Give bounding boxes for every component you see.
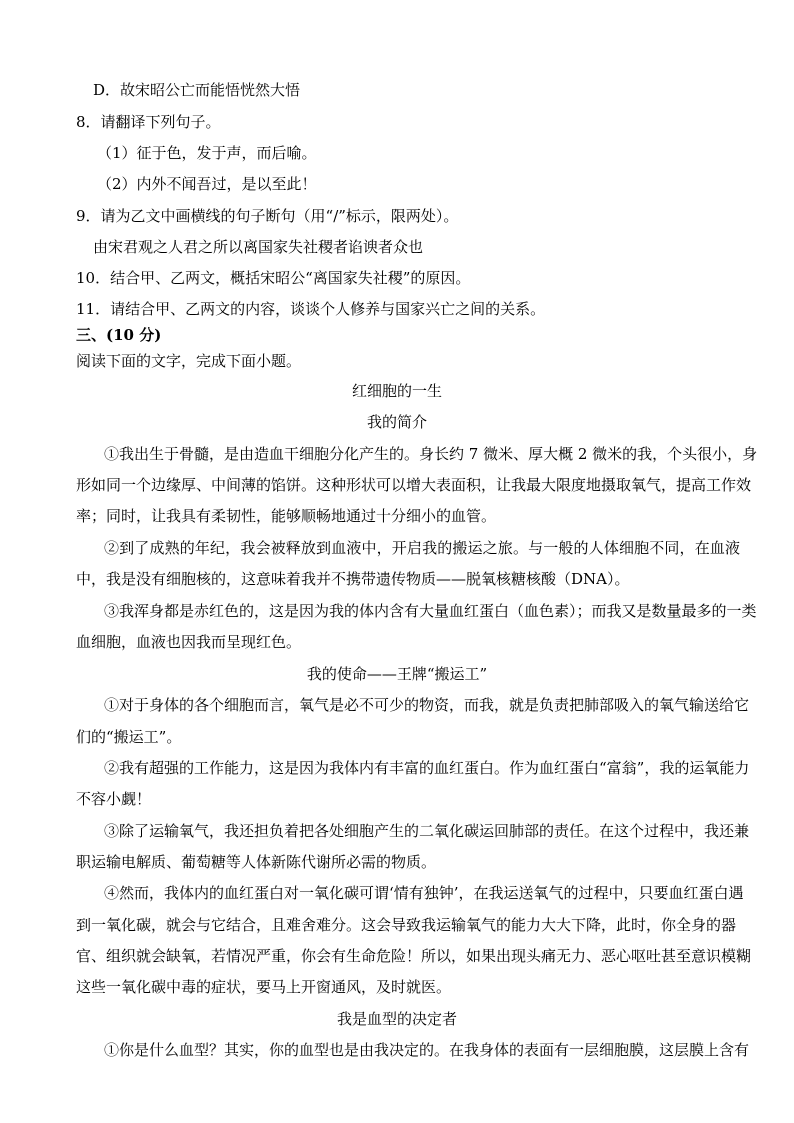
mission-paragraph-3-line-2: 职运输电解质、葡萄糖等人体新陈代谢所必需的物质。 xyxy=(76,853,437,871)
mission-paragraph-4-line-1: ④然而，我体内的血红蛋白对一氧化碳可谓‘情有独钟’，在我运送氧气的过程中，只要血红蛋白遇 xyxy=(104,884,744,902)
mission-paragraph-1-line-1: ①对于身体的各个细胞而言，氧气是必不可少的物资，而我，就是负责把肺部吸入的氧气输送给它 xyxy=(104,696,750,714)
intro-paragraph-1-line-1: ①我出生于骨髓，是由造血干细胞分化产生的。身长约 7 微米、厚大概 2 微米的我，个头很小，身 xyxy=(104,445,758,463)
mission-paragraph-3-line-1: ③除了运输氧气，我还担负着把各处细胞产生的二氧化碳运回肺部的责任。在这个过程中，我还兼 xyxy=(104,822,750,840)
mission-paragraph-1-line-2: 们的“搬运工”。 xyxy=(76,728,182,746)
mission-paragraph-2-line-1: ②我有超强的工作能力，这是因为我体内有丰富的血红蛋白。作为血红蛋白“富翁”，我的运氧能力 xyxy=(104,759,750,777)
subheading-intro: 我的简介 xyxy=(366,413,427,431)
question-8: 8．请翻译下列句子。 xyxy=(76,113,221,131)
reading-instruction: 阅读下面的文字，完成下面小题。 xyxy=(76,352,302,370)
intro-paragraph-1-line-2: 形如同一个边缘厚、中间薄的馅饼。这种形状可以增大表面积，让我最大限度地摄取氧气，提高工作效 xyxy=(76,476,752,494)
intro-paragraph-2-line-1: ②到了成熟的年纪，我会被释放到血液中，开启我的搬运之旅。与一般的人体细胞不同，在血液 xyxy=(104,539,740,557)
question-9: 9．请为乙文中画横线的句子断句（用“/”标示，限两处）。 xyxy=(76,207,459,225)
mission-paragraph-4-line-3: 官、组织就会缺氧，若情况严重，你会有生命危险！所以，如果出现头痛无力、恶心呕吐甚至意识模糊 xyxy=(76,947,752,965)
intro-paragraph-3-line-2: 血细胞，血液也因我而呈现红色。 xyxy=(76,633,302,651)
question-8-item-2: （2）内外不闻吾过，是以至此！ xyxy=(97,175,317,193)
intro-paragraph-1-line-3: 率；同时，让我具有柔韧性，能够顺畅地通过十分细小的血管。 xyxy=(76,507,497,525)
question-9-sentence: 由宋君观之人君之所以离国家失社稷者谄谀者众也 xyxy=(93,238,424,256)
blood-type-paragraph-1-line-1: ①你是什么血型？其实，你的血型也是由我决定的。在我身体的表面有一层细胞膜，这层膜上含有 xyxy=(104,1041,750,1059)
section-3-heading: 三、(10 分) xyxy=(76,326,162,344)
article-title: 红细胞的一生 xyxy=(351,382,442,400)
mission-paragraph-2-line-2: 不容小觑！ xyxy=(76,790,152,808)
subheading-mission: 我的使命——王牌“搬运工” xyxy=(306,665,488,683)
question-10: 10．结合甲、乙两文，概括宋昭公“离国家失社稷”的原因。 xyxy=(76,269,471,287)
subheading-blood-type: 我是血型的决定者 xyxy=(336,1010,457,1028)
mission-paragraph-4-line-4: 这些一氧化碳中毒的症状，要马上开窗通风，及时就医。 xyxy=(76,978,452,996)
question-11: 11．请结合甲、乙两文的内容，谈谈个人修养与国家兴亡之间的关系。 xyxy=(76,300,546,318)
option-d: D．故宋昭公亡而能悟恍然大悟 xyxy=(93,81,301,99)
question-8-item-1: （1）征于色，发于声，而后喻。 xyxy=(97,144,317,162)
intro-paragraph-3-line-1: ③我浑身都是赤红色的，这是因为我的体内含有大量血红蛋白（血色素）；而我又是数量最多的一类 xyxy=(104,602,757,620)
intro-paragraph-2-line-2: 中，我是没有细胞核的，这意味着我并不携带遗传物质——脱氧核糖核酸（DNA）。 xyxy=(76,570,630,588)
mission-paragraph-4-line-2: 到一氧化碳，就会与它结合，且难舍难分。这会导致我运输氧气的能力大大下降，此时，你全身的器 xyxy=(76,916,737,934)
